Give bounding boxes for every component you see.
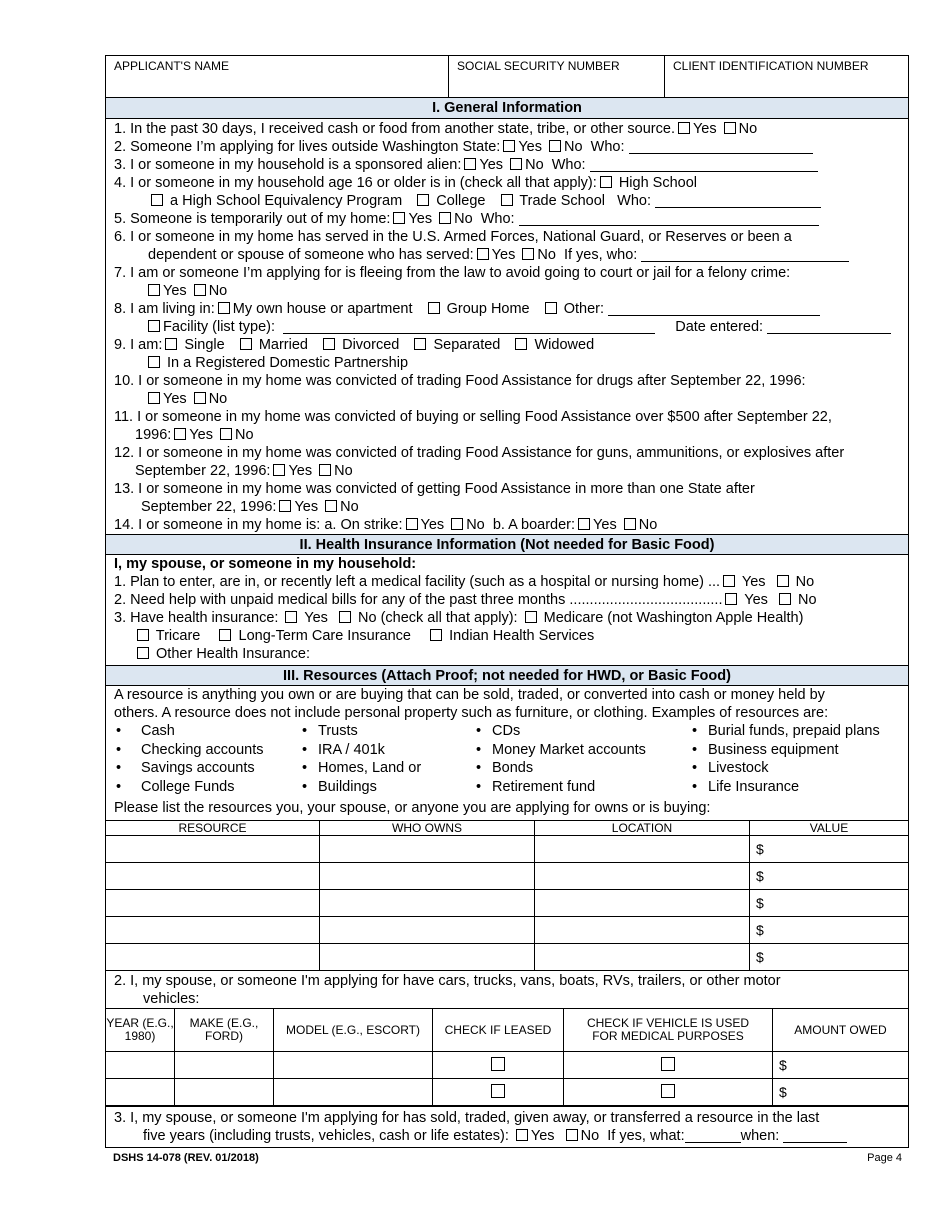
q6-row-2: dependent or spouse of someone who has served: Yes No If yes, who: (114, 246, 908, 264)
resource-examples (114, 722, 908, 796)
vq2-row: 2. I, my spouse, or someone I'm applying for have cars, trucks, vans, boats, RVs, trailers, or other motor (114, 973, 781, 989)
veh-header-model: MODEL (E.G., ESCORT) (274, 1009, 433, 1052)
resource-cell[interactable] (106, 944, 320, 971)
q2-no-checkbox[interactable] (549, 140, 561, 152)
who-owns-cell[interactable] (320, 890, 535, 917)
resource-cell[interactable] (106, 890, 320, 917)
examples-col-2: • Trusts • IRA / 401k • Homes, Land or • Buildings (300, 722, 474, 796)
hq3-yes-checkbox[interactable] (285, 611, 297, 623)
who-owns-cell[interactable] (320, 944, 535, 971)
sec2-intro: I, my spouse, or someone in my household: (114, 556, 417, 572)
q9-separated-checkbox[interactable] (414, 338, 426, 350)
q3-row: 3. I or someone in my household is a sponsored alien: Yes No Who: (114, 156, 908, 174)
q10-yes-checkbox[interactable] (148, 392, 160, 404)
q12-row-2: September 22, 1996: Yes No (135, 463, 353, 479)
header-row (106, 56, 908, 98)
q5-who-input[interactable] (519, 211, 819, 226)
res-header-location: LOCATION (535, 821, 750, 836)
examples-col-3: • CDs • Money Market accounts • Bonds • Retirement fund (474, 722, 690, 796)
table-row (106, 944, 908, 971)
resource-cell[interactable] (106, 917, 320, 944)
q10-row-2: Yes No (114, 390, 908, 408)
veh-header-medical: CHECK IF VEHICLE IS USED FOR MEDICAL PURPOSES (564, 1009, 773, 1052)
year-cell[interactable] (106, 1079, 175, 1106)
q13-no-checkbox[interactable] (325, 500, 337, 512)
q6-row: 6. I or someone in my home has served in the U.S. Armed Forces, National Guard, or Reserves or been a (114, 229, 792, 245)
section-3-title: III. Resources (Attach Proof; not needed for HWD, or Basic Food) (106, 665, 908, 686)
medical-checkbox[interactable] (661, 1057, 675, 1071)
q14-boarder-yes-checkbox[interactable] (578, 518, 590, 530)
table-row (106, 863, 908, 890)
q8-row: 8. I am living in: My own house or apartment Group Home Other: (114, 300, 908, 318)
model-cell[interactable] (274, 1052, 433, 1079)
q5-no-checkbox[interactable] (439, 212, 451, 224)
q11-no-checkbox[interactable] (220, 428, 232, 440)
value-cell[interactable]: $ (750, 944, 909, 971)
vq2-row-2: vehicles: (143, 991, 200, 1007)
page-number: Page 4 (867, 1152, 902, 1164)
q3-who-input[interactable] (590, 157, 818, 172)
q1-yes-checkbox[interactable] (678, 122, 690, 134)
q1-no-checkbox[interactable] (724, 122, 736, 134)
veh-header-owed: AMOUNT OWED (773, 1009, 909, 1052)
resource-cell[interactable] (106, 863, 320, 890)
resources-table (106, 820, 908, 971)
q11-row-2: 1996: Yes No (135, 427, 254, 443)
tq3-yes-checkbox[interactable] (516, 1129, 528, 1141)
leased-checkbox[interactable] (491, 1057, 505, 1071)
vehicles-table (106, 1008, 908, 1106)
q4-who-input[interactable] (655, 193, 821, 208)
ltc-checkbox[interactable] (219, 629, 231, 641)
q13-row: 13. I or someone in my home was convicted of getting Food Assistance in more than one State after (114, 481, 755, 497)
tricare-checkbox[interactable] (137, 629, 149, 641)
tq3-row: 3. I, my spouse, or someone I'm applying for has sold, traded, given away, or transferred a resource in the last (114, 1110, 820, 1126)
form-id: DSHS 14-078 (REV. 01/2018) (113, 1152, 259, 1164)
value-cell[interactable]: $ (750, 917, 909, 944)
q4-high-school-checkbox[interactable] (600, 176, 612, 188)
table-row (106, 836, 908, 863)
q8-group-checkbox[interactable] (428, 302, 440, 314)
q7-yes-checkbox[interactable] (148, 284, 160, 296)
medical-cell (564, 1052, 773, 1079)
q8-house-checkbox[interactable] (218, 302, 230, 314)
medical-cell (564, 1079, 773, 1106)
model-cell[interactable] (274, 1079, 433, 1106)
q6-yes-checkbox[interactable] (477, 248, 489, 260)
q9-row-2: In a Registered Domestic Partnership (114, 354, 908, 372)
q2-row: 2. Someone I’m applying for lives outside Washington State: Yes No Who: (114, 138, 908, 156)
make-cell[interactable] (175, 1052, 274, 1079)
ihs-checkbox[interactable] (430, 629, 442, 641)
location-cell[interactable] (535, 917, 750, 944)
who-owns-cell[interactable] (320, 836, 535, 863)
q14-strike-no-checkbox[interactable] (451, 518, 463, 530)
q14-row: 14. I or someone in my home is: a. On strike: Yes No b. A boarder: Yes No (114, 517, 658, 533)
section-1-title: I. General Information (106, 98, 908, 119)
hq1-no-checkbox[interactable] (777, 575, 789, 587)
leased-cell (433, 1079, 564, 1106)
hq3-row: 3. Have health insurance: Yes No (check all that apply): Medicare (not Washington Apple Health) (114, 610, 804, 626)
q12-row: 12. I or someone in my home was convicted of trading Food Assistance for guns, ammunitions, or explosives after (114, 445, 845, 461)
q9-married-checkbox[interactable] (240, 338, 252, 350)
medicare-checkbox[interactable] (525, 611, 537, 623)
q2-who-input[interactable] (629, 139, 813, 154)
q13-yes-checkbox[interactable] (279, 500, 291, 512)
resource-cell[interactable] (106, 836, 320, 863)
applicant-name-field[interactable]: APPLICANT'S NAME (106, 56, 449, 97)
leased-cell (433, 1052, 564, 1079)
hq2-no-checkbox[interactable] (779, 593, 791, 605)
res-header-resource: RESOURCE (106, 821, 320, 836)
location-cell[interactable] (535, 944, 750, 971)
examples-col-4: • Burial funds, prepaid plans • Business equipment • Livestock • Life Insurance (690, 722, 880, 796)
sec3-intro-1: A resource is anything you own or are buying that can be sold, traded, or converted into cash or money held by (114, 687, 825, 703)
year-cell[interactable] (106, 1052, 175, 1079)
q4-trade-checkbox[interactable] (501, 194, 513, 206)
location-cell[interactable] (535, 863, 750, 890)
q12-no-checkbox[interactable] (319, 464, 331, 476)
q6-who-input[interactable] (641, 247, 849, 262)
q8-facility-checkbox[interactable] (148, 320, 160, 332)
q9-divorced-checkbox[interactable] (323, 338, 335, 350)
who-owns-cell[interactable] (320, 917, 535, 944)
q7-row: 7. I am or someone I’m applying for is fleeing from the law to avoid going to court or jail for a felony crime: (114, 265, 791, 281)
q9-single-checkbox[interactable] (165, 338, 177, 350)
location-cell[interactable] (535, 836, 750, 863)
tq3-what-input[interactable] (685, 1128, 741, 1143)
examples-col-1: • Cash • Checking accounts • Savings accounts • College Funds (114, 722, 300, 796)
value-cell[interactable]: $ (750, 890, 909, 917)
q8-date-input[interactable] (767, 319, 891, 334)
q4-row: 4. I or someone in my household age 16 or older is in (check all that apply): High School (114, 175, 698, 191)
q4-ged-checkbox[interactable] (151, 194, 163, 206)
q14-boarder-no-checkbox[interactable] (624, 518, 636, 530)
who-owns-cell[interactable] (320, 863, 535, 890)
value-cell[interactable]: $ (750, 863, 909, 890)
q9-row: 9. I am: Single Married Divorced Separated Widowed (114, 337, 595, 353)
sec3-intro-2: others. A resource does not include personal property such as furniture, or clothing. Examples of resources are: (114, 705, 829, 721)
hq3-no-checkbox[interactable] (339, 611, 351, 623)
q8-row-2: Facility (list type): Date entered: (114, 318, 908, 336)
q7-no-checkbox[interactable] (194, 284, 206, 296)
tq3-row-2: five years (including trusts, vehicles, cash or life estates): Yes No If yes, what: when: (114, 1127, 908, 1145)
table-row (106, 917, 908, 944)
q4-row-2: a High School Equivalency Program College Trade School Who: (114, 192, 908, 210)
q9-widowed-checkbox[interactable] (515, 338, 527, 350)
form (105, 55, 909, 1148)
hq3-row-3: Other Health Insurance: (114, 645, 908, 663)
q4-college-checkbox[interactable] (417, 194, 429, 206)
veh-header-make: MAKE (E.G., FORD) (175, 1009, 274, 1052)
veh-header-leased: CHECK IF LEASED (433, 1009, 564, 1052)
q2-yes-checkbox[interactable] (503, 140, 515, 152)
q8-facility-input[interactable] (283, 319, 655, 334)
q13-row-2: September 22, 1996: Yes No (141, 499, 359, 515)
hq2-row: 2. Need help with unpaid medical bills for any of the past three months ...................................... Yes No (114, 592, 817, 608)
q3-no-checkbox[interactable] (510, 158, 522, 170)
q8-other-input[interactable] (608, 301, 820, 316)
q5-yes-checkbox[interactable] (393, 212, 405, 224)
amount-owed-cell[interactable]: $ (773, 1052, 909, 1079)
q9-rdp-checkbox[interactable] (148, 356, 160, 368)
tq3-when-input[interactable] (783, 1128, 847, 1143)
q10-no-checkbox[interactable] (194, 392, 206, 404)
table-row (106, 1079, 908, 1106)
other-health-checkbox[interactable] (137, 647, 149, 659)
table-row (106, 890, 908, 917)
q3-yes-checkbox[interactable] (464, 158, 476, 170)
veh-header-year: YEAR (E.G., 1980) (106, 1009, 175, 1052)
q5-row: 5. Someone is temporarily out of my home: Yes No Who: (114, 210, 908, 228)
table-row (106, 1052, 908, 1079)
hq2-yes-checkbox[interactable] (725, 593, 737, 605)
location-cell[interactable] (535, 890, 750, 917)
section-2-title: II. Health Insurance Information (Not needed for Basic Food) (106, 534, 908, 555)
list-prompt: Please list the resources you, your spouse, or anyone you are applying for owns or is buying: (114, 800, 711, 816)
q10-row: 10. I or someone in my home was convicted of trading Food Assistance for drugs after September 22, 1996: (114, 373, 806, 389)
medical-checkbox[interactable] (661, 1084, 675, 1098)
make-cell[interactable] (175, 1079, 274, 1106)
q11-row: 11. I or someone in my home was convicted of buying or selling Food Assistance over $500 after September 22, (114, 409, 832, 425)
ssn-field[interactable]: SOCIAL SECURITY NUMBER (449, 56, 665, 97)
q1-row: 1. In the past 30 days, I received cash or food from another state, tribe, or other source. Yes No (114, 121, 758, 137)
q7-row-2: Yes No (114, 282, 908, 300)
tq3-no-checkbox[interactable] (566, 1129, 578, 1141)
q11-yes-checkbox[interactable] (174, 428, 186, 440)
hq1-row: 1. Plan to enter, are in, or recently left a medical facility (such as a hospital or nursing home) ... Yes No (114, 574, 815, 590)
leased-checkbox[interactable] (491, 1084, 505, 1098)
q6-no-checkbox[interactable] (522, 248, 534, 260)
q8-other-checkbox[interactable] (545, 302, 557, 314)
res-header-who: WHO OWNS (320, 821, 535, 836)
client-id-field[interactable]: CLIENT IDENTIFICATION NUMBER (673, 59, 869, 73)
q12-yes-checkbox[interactable] (273, 464, 285, 476)
hq1-yes-checkbox[interactable] (723, 575, 735, 587)
hq3-row-2: Tricare Long-Term Care Insurance Indian Health Services (114, 627, 908, 645)
q14-strike-yes-checkbox[interactable] (406, 518, 418, 530)
amount-owed-cell[interactable]: $ (773, 1079, 909, 1106)
value-cell[interactable]: $ (750, 836, 909, 863)
res-header-value: VALUE (750, 821, 909, 836)
